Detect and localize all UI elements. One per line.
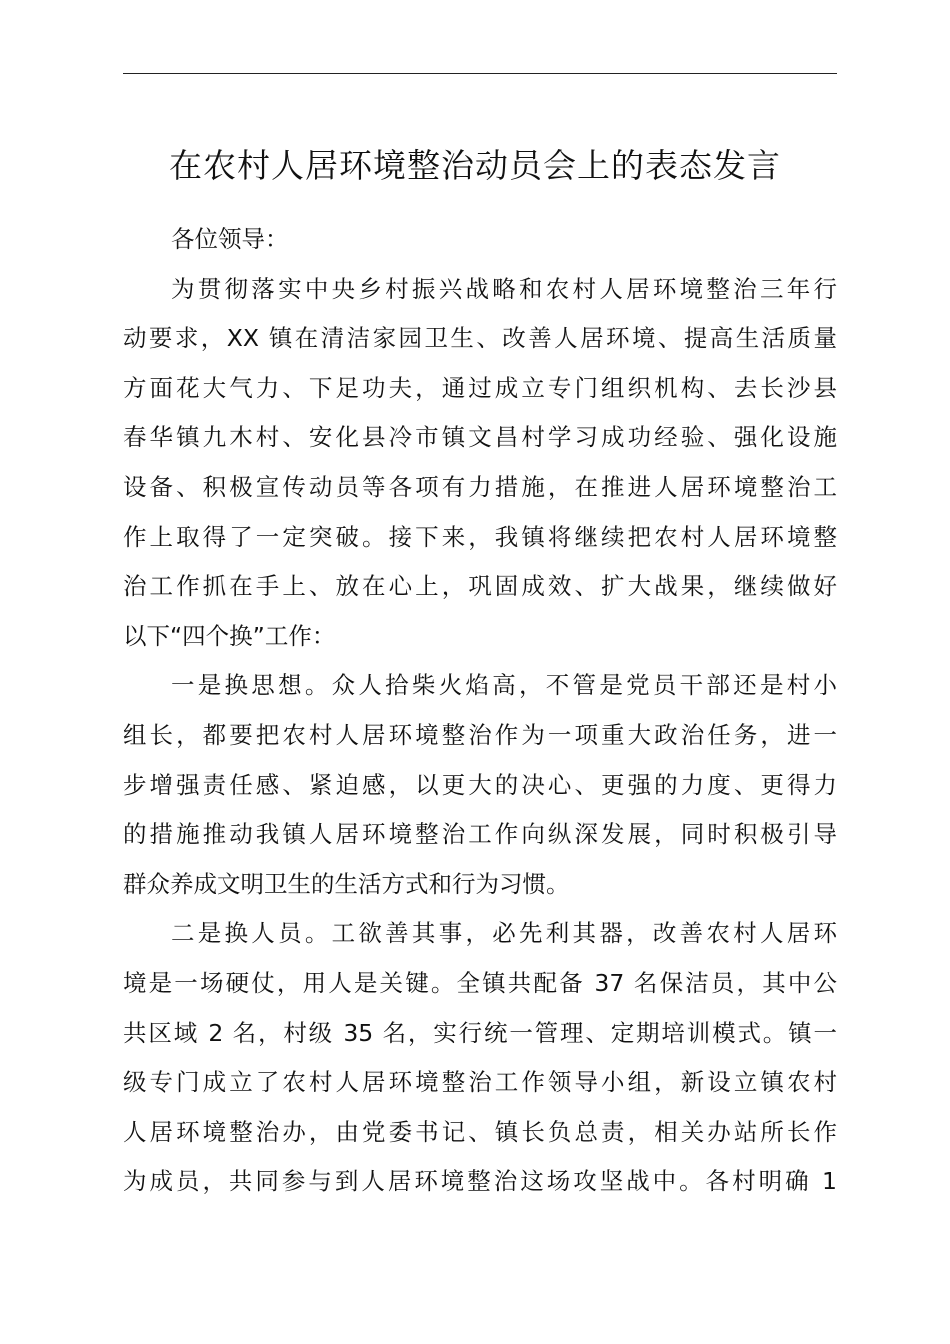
document-body <box>123 215 837 1207</box>
paragraph-3-line: 二是换人员。工欲善其事，必先利其器，改善农村人居环 <box>171 919 837 948</box>
paragraph-1-line: 动要求，XX 镇在清洁家园卫生、改善人居环境、提高生活质量 <box>123 324 837 353</box>
paragraph-1-line: 设备、积极宣传动员等各项有力措施，在推进人居环境整治工 <box>123 472 837 501</box>
paragraph-2-line: 一是换思想。众人拾柴火焰高，不管是党员干部还是村小 <box>171 671 837 700</box>
header-rule <box>123 73 837 74</box>
paragraph-3-line: 境是一场硬仗，用人是关键。全镇共配备 37 名保洁员，其中公 <box>123 968 837 997</box>
paragraph-2-line: 的措施推动我镇人居环境整治工作向纵深发展，同时积极引导 <box>123 820 837 849</box>
paragraph-3-line: 为成员，共同参与到人居环境整治这场攻坚战中。各村明确 1 <box>123 1167 837 1196</box>
paragraph-2-line: 步增强责任感、紧迫感，以更大的决心、更强的力度、更得力 <box>123 770 837 799</box>
paragraph-2-line: 群众养成文明卫生的生活方式和行为习惯。 <box>123 869 570 898</box>
paragraph-3-line: 人居环境整治办，由党委书记、镇长负总责，相关办站所长作 <box>123 1117 837 1146</box>
salutation: 各位领导： <box>171 225 289 253</box>
paragraph-1-line: 为贯彻落实中央乡村振兴战略和农村人居环境整治三年行 <box>171 274 837 303</box>
paragraph-1-line: 治工作抓在手上、放在心上，巩固成效、扩大战果，继续做好 <box>123 572 837 601</box>
paragraph-1-line: 方面花大气力、下足功夫，通过成立专门组织机构、去长沙县 <box>123 373 837 402</box>
document-title: 在农村人居环境整治动员会上的表态发言 <box>169 146 781 185</box>
paragraph-3-line: 级专门成立了农村人居环境整治工作领导小组，新设立镇农村 <box>123 1068 837 1097</box>
paragraph-1-line: 作上取得了一定突破。接下来，我镇将继续把农村人居环境整 <box>123 522 837 551</box>
paragraph-2-line: 组长，都要把农村人居环境整治作为一项重大政治任务，进一 <box>123 720 837 749</box>
paragraph-1-line: 春华镇九木村、安化县冷市镇文昌村学习成功经验、强化设施 <box>123 423 837 452</box>
paragraph-3-line: 共区域 2 名，村级 35 名，实行统一管理、定期培训模式。镇一 <box>123 1018 837 1047</box>
paragraph-1-line: 以下“四个换”工作： <box>123 621 336 650</box>
